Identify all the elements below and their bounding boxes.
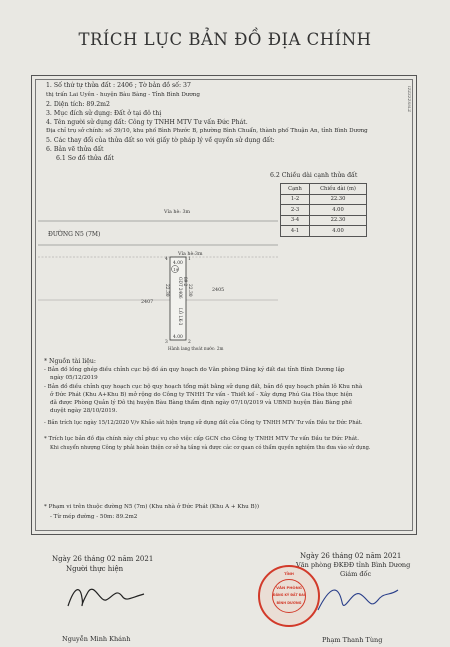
note-source-2: - Bản đồ điều chỉnh quy hoạch cục bộ quy hoạch tổng mặt bằng sử dụng đất, bản đồ quy hoạch phân lô Khu nhà	[44, 384, 363, 390]
neighbor-parcel-left: 2407	[141, 300, 154, 305]
table-row	[281, 205, 367, 216]
note-scope: * Phạm vi trên thuộc đường N5 (7m) (Khu nhà ở Đức Phát (Khu A + Khu B))	[44, 504, 260, 510]
length-right: 22.30	[187, 284, 192, 297]
right-signer-name: Phạm Thanh Tùng	[322, 636, 383, 644]
right-handwritten-signature	[312, 580, 402, 622]
table-header-row	[281, 184, 367, 195]
corner-point-3: 3	[165, 340, 168, 345]
table-header: Cạnh	[281, 184, 310, 195]
official-seal	[258, 565, 320, 627]
back-setback-label: Hành lang thoát nước: 2m	[168, 346, 224, 351]
table-cell: 4-1	[281, 226, 310, 237]
table-cell: 4.00	[310, 205, 367, 216]
side-serial-code: IZZZZZS8LZ	[407, 86, 412, 113]
corner-point-2: 2	[188, 340, 191, 345]
item-land-use: 3. Mục đích sử dụng: Đất ở tại đô thị	[46, 110, 162, 117]
item-edge-lengths: 6.2 Chiều dài cạnh thửa đất	[270, 172, 358, 179]
length-bottom: 4.00	[173, 335, 183, 340]
table-cell: 3-4	[281, 215, 310, 226]
item-owner: 4. Tên người sử dụng đất: Công ty TNHH MTV Tư vấn Đức Phát.	[46, 119, 248, 126]
note-source-2-cont: duyệt ngày 28/10/2019.	[50, 408, 118, 414]
table-header: Chiều dài (m)	[310, 184, 367, 195]
right-signature-date: Ngày 26 tháng 02 năm 2021	[300, 552, 402, 560]
edge-length-table	[280, 183, 367, 237]
table-cell: 1-2	[281, 194, 310, 205]
table-cell: 22.30	[310, 194, 367, 205]
left-signature-title: Người thực hiện	[66, 565, 124, 573]
parcel-number: 19	[173, 266, 179, 272]
note-source-1: - Bản đồ lồng ghép điều chỉnh cục bộ đồ án quy hoạch do Văn phòng Đăng ký đất đai tỉnh Bình Dương lập	[44, 367, 345, 373]
item-changes: 5. Các thay đổi của thửa đất so với giấy tờ pháp lý về quyền sử dụng đất:	[46, 137, 275, 144]
note-source-3: - Bản trích lục ngày 15/12/2020 V/v Khảo sát hiện trạng sử dụng đất của Công ty TNHH MTV Tư vấn Đầu tư Đức Phát.	[44, 420, 363, 426]
item-parcel-diagram: 6.1 Sơ đồ thửa đất	[56, 155, 114, 162]
corner-point-4: 4	[165, 257, 168, 262]
table-cell: 22.30	[310, 215, 367, 226]
item-area: 2. Diện tích: 89.2m2	[46, 101, 110, 108]
left-handwritten-signature	[60, 578, 150, 614]
setback-top-label: Vỉa hè: 3m	[164, 210, 191, 215]
item-location: thị trấn Lai Uyên - huyện Bàu Bàng - Tỉnh Bình Dương	[46, 92, 200, 98]
item-drawing: 6. Bản vẽ thửa đất	[46, 146, 104, 153]
item-owner-address: Địa chỉ trụ sở chính: số 39/10, khu phố Bình Phước B, phường Bình Chuẩn, thành phố Thuận An, tỉnh Bình Dương	[46, 128, 368, 134]
note-usage: * Trích lục bản đồ địa chính này chỉ phục vụ cho việc cấp GCN cho Công ty TNHH MTV Tư vấn Đầu tư Đức Phát.	[44, 436, 359, 442]
note-usage-cont: Khi chuyển nhượng Công ty phải hoàn thiện cơ sở hạ tầng và được các cơ quan có thẩm quyền nghiệm thu đưa vào sử dụng.	[50, 445, 371, 451]
note-scope-area: - Từ mép đường - 50m: 89.2m2	[50, 514, 138, 520]
note-source-2-cont: đã được Phòng Quản lý Đô thị huyện Bàu Bàng thẩm định ngày 07/10/2019 và UBND huyện Bàu Bàng phê	[50, 400, 353, 406]
table-row	[281, 215, 367, 226]
setback-plot-label: Vỉa hè:3m	[178, 252, 203, 257]
left-signature-date: Ngày 26 tháng 02 năm 2021	[52, 555, 154, 563]
right-signature-org: Văn phòng ĐKĐĐ tỉnh Bình Dương	[296, 561, 411, 569]
table-cell: 4.00	[310, 226, 367, 237]
notes-title: * Nguồn tài liệu:	[44, 358, 96, 365]
note-source-1-cont: ngày 05/12/2019	[50, 375, 98, 381]
seal-mid-text: ĐĂNG KÝ ĐẤT ĐAI	[272, 593, 306, 597]
seal-ring-text: TỈNH	[284, 572, 294, 576]
left-signer-name: Nguyễn Minh Khánh	[62, 635, 131, 643]
parcel-label: ODT 2406	[178, 277, 183, 299]
document-title: TRÍCH LỤC BẢN ĐỒ ĐỊA CHÍNH	[78, 30, 372, 49]
note-source-2-cont: ở Đức Phát (Khu A+Khu B) mở rộng do Công ty TNHH Tư vấn - Thiết kế - Xây dựng Phú Gia Hòa thực hiện	[50, 392, 353, 398]
parcel-side-label: LÔ LK-3	[178, 308, 183, 326]
parcel-area: 89.2	[183, 277, 188, 287]
table-row	[281, 194, 367, 205]
length-left: 22.30	[164, 284, 169, 297]
seal-top-text: VĂN PHÒNG	[276, 585, 302, 590]
length-top: 4.00	[173, 261, 183, 266]
road-name-label: ĐƯỜNG N5 (7M)	[48, 231, 101, 238]
neighbor-parcel-right: 2405	[212, 288, 225, 293]
table-cell: 2-3	[281, 205, 310, 216]
corner-point-1: 1	[188, 257, 191, 262]
seal-bot-text: BÌNH DƯƠNG	[276, 601, 302, 605]
item-parcel-number: 1. Số thứ tự thửa đất : 2406 ; Tờ bản đồ số: 37	[46, 82, 191, 89]
table-row	[281, 226, 367, 237]
right-signature-title: Giám đốc	[340, 570, 372, 578]
parcel-map	[38, 190, 278, 360]
